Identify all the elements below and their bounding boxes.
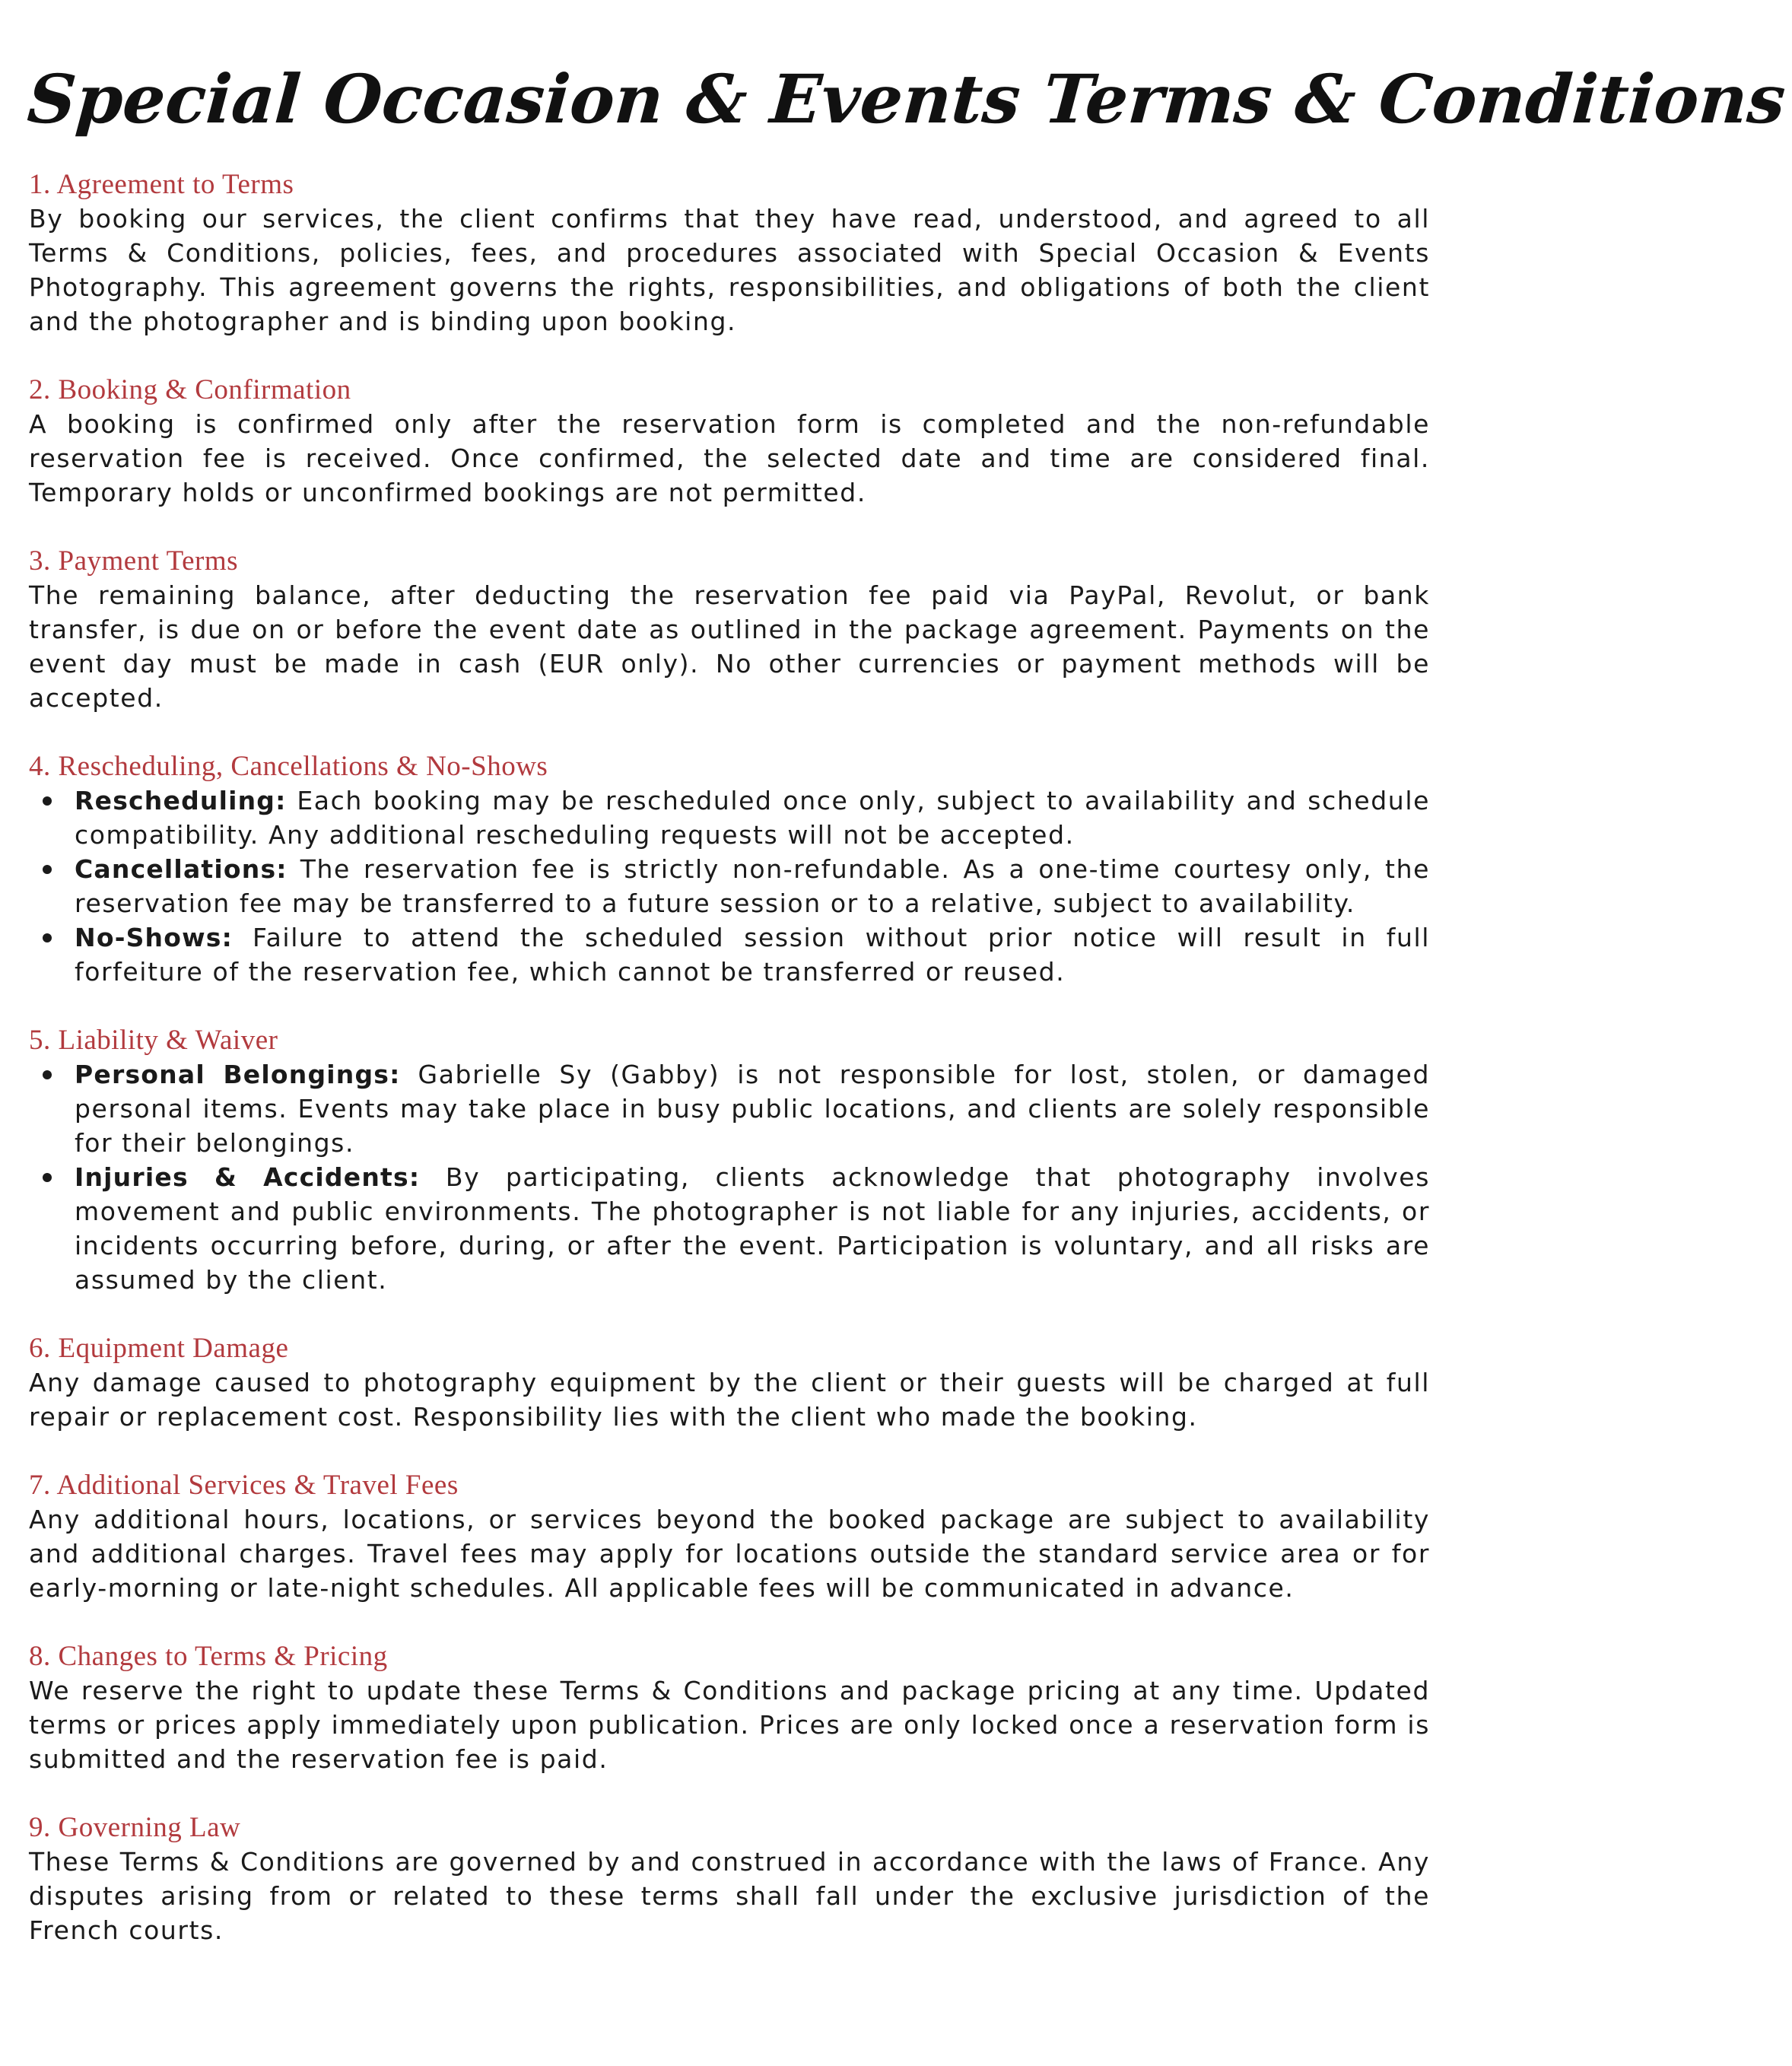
bullet-text: By participating, clients acknowledge that photography involves movement and public environments. The photographer is not liable for any injuries, accidents, or incidents occurring before, during, or after the event. Participation is voluntary, and all risks are assumed by the client. [75,1162,1430,1295]
bullet-term: Injuries & Accidents: [75,1162,421,1192]
bullet-text: Each booking may be rescheduled once only, subject to availability and schedule compatibility. Any additional rescheduling requests will not be accepted. [75,786,1430,850]
bullet-icon [43,1173,52,1182]
section-rescheduling [29,749,1430,989]
section-heading: 9. Governing Law [29,1812,241,1843]
section-agreement [29,167,1430,339]
section-heading: 5. Liability & Waiver [29,1025,278,1056]
section-heading: 2. Booking & Confirmation [29,374,351,405]
bullet-term: No-Shows: [75,923,234,952]
section-equipment [29,1331,1430,1434]
bullet-item-personal-belongings [29,1057,1430,1160]
section-heading: 7. Additional Services & Travel Fees [29,1470,459,1501]
terms-page [24,0,1788,2066]
bullet-item-no-shows [29,920,1430,989]
bullet-icon [43,865,52,874]
section-heading: 3. Payment Terms [29,545,239,577]
bullet-text: The reservation fee is strictly non-refundable. As a one-time courtesy only, the reservation fee may be transferred to a future session or to a relative, subject to availability. [75,854,1430,918]
section-body: These Terms & Conditions are governed by and construed in accordance with the laws of France. Any disputes arising from or related to these terms shall fall under the exclusive jurisdiction of the French courts. [29,1847,1430,1945]
section-additional-services [29,1468,1430,1605]
bullet-list [29,783,1430,989]
section-heading: 8. Changes to Terms & Pricing [29,1641,388,1672]
bullet-term: Personal Belongings: [75,1060,401,1089]
bullet-item-rescheduling [29,783,1430,852]
section-changes [29,1639,1430,1776]
bullet-list [29,1057,1430,1297]
bullet-text: Gabrielle Sy (Gabby) is not responsible for lost, stolen, or damaged personal items. Events may take place in busy public locations, and clients are solely responsible for their belongings. [75,1060,1430,1158]
bullet-item-cancellations [29,852,1430,920]
section-liability [29,1023,1430,1297]
section-body: By booking our services, the client confirms that they have read, understood, and agreed to all Terms & Conditions, policies, fees, and procedures associated with Special Occasion & Events Photography. This agreement governs the rights, responsibilities, and obligations of both the client and the photographer and is binding upon booking. [29,204,1430,336]
bullet-term: Cancellations: [75,854,288,884]
bullet-text: Failure to attend the scheduled session without prior notice will result in full forfeiture of the reservation fee, which cannot be transferred or reused. [75,923,1430,987]
section-heading: 6. Equipment Damage [29,1333,289,1364]
section-heading: 4. Rescheduling, Cancellations & No-Shows [29,751,548,782]
bullet-icon [43,796,52,806]
page-title: Special Occasion & Events Terms & Conditions [24,59,1788,138]
section-booking [29,373,1430,510]
bullet-icon [43,933,52,942]
bullet-item-injuries-accidents [29,1160,1430,1297]
section-body: We reserve the right to update these Terms & Conditions and package pricing at any time. Updated terms or prices apply immediately upon publication. Prices are only locked once a reservation form is submitted and the reservation fee is paid. [29,1676,1430,1774]
section-body: Any additional hours, locations, or services beyond the booked package are subject to availability and additional charges. Travel fees may apply for locations outside the standard service area or for early-morning or late-night schedules. All applicable fees will be communicated in advance. [29,1505,1430,1603]
section-payment [29,544,1430,715]
bullet-term: Rescheduling: [75,786,287,815]
section-governing-law [29,1810,1430,1947]
section-heading: 1. Agreement to Terms [29,169,294,200]
section-body: The remaining balance, after deducting the reservation fee paid via PayPal, Revolut, or bank transfer, is due on or before the event date as outlined in the package agreement. Payments on the event day must be made in cash (EUR only). No other currencies or payment methods will be accepted. [29,580,1430,713]
section-body: Any damage caused to photography equipment by the client or their guests will be charged at full repair or replacement cost. Responsibility lies with the client who made the booking. [29,1368,1430,1432]
section-body: A booking is confirmed only after the reservation form is completed and the non-refundable reservation fee is received. Once confirmed, the selected date and time are considered final. Temporary holds or unconfirmed bookings are not permitted. [29,409,1430,507]
bullet-icon [43,1070,52,1079]
